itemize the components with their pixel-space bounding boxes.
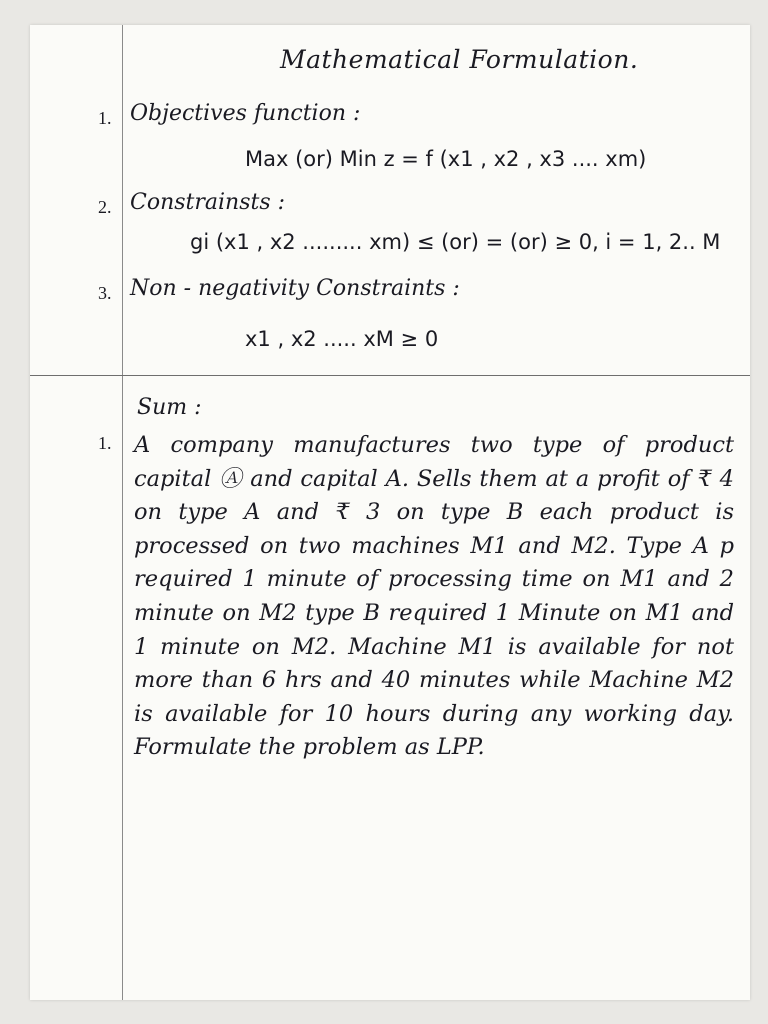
page-title: Mathematical Formulation. bbox=[280, 45, 639, 74]
section-number: 3. bbox=[98, 283, 112, 303]
sum-number: 1. bbox=[98, 433, 112, 453]
section-heading: Non - negativity Constraints : bbox=[130, 276, 460, 301]
section-formula: Max (or) Min z = f (x1 , x2 , x3 .... xm) bbox=[245, 147, 647, 171]
section-number: 2. bbox=[98, 197, 112, 217]
section-divider bbox=[30, 375, 750, 376]
section-heading: Objectives function : bbox=[130, 101, 361, 126]
section-heading: Constrainsts : bbox=[130, 190, 286, 215]
section-formula: gi (x1 , x2 ......... xm) ≤ (or) = (or) ≥ 0, i = 1, 2.. M bbox=[190, 230, 721, 254]
sum-heading: Sum : bbox=[137, 395, 202, 420]
section-number: 1. bbox=[98, 108, 112, 128]
section-formula: x1 , x2 ..... xM ≥ 0 bbox=[245, 327, 439, 351]
margin-line bbox=[122, 25, 123, 1000]
notebook-page bbox=[30, 25, 750, 1000]
sum-problem-text: A company manufactures two type of product capital Ⓐ and capital A. Sells them at a profit of ₹ 4 on type A and ₹ 3 on type B each product is processed on two machines M1 and M2. Type A p required 1 minute of processing time on M1 and 2 minute on M2 type B required 1 Minute on M1 and 1 minute on M2. Machine M1 is available for not more than 6 hrs and 40 minutes while Machine M2 is available for 10 hours during any working day. Formulate the problem as LPP. bbox=[134, 432, 734, 761]
